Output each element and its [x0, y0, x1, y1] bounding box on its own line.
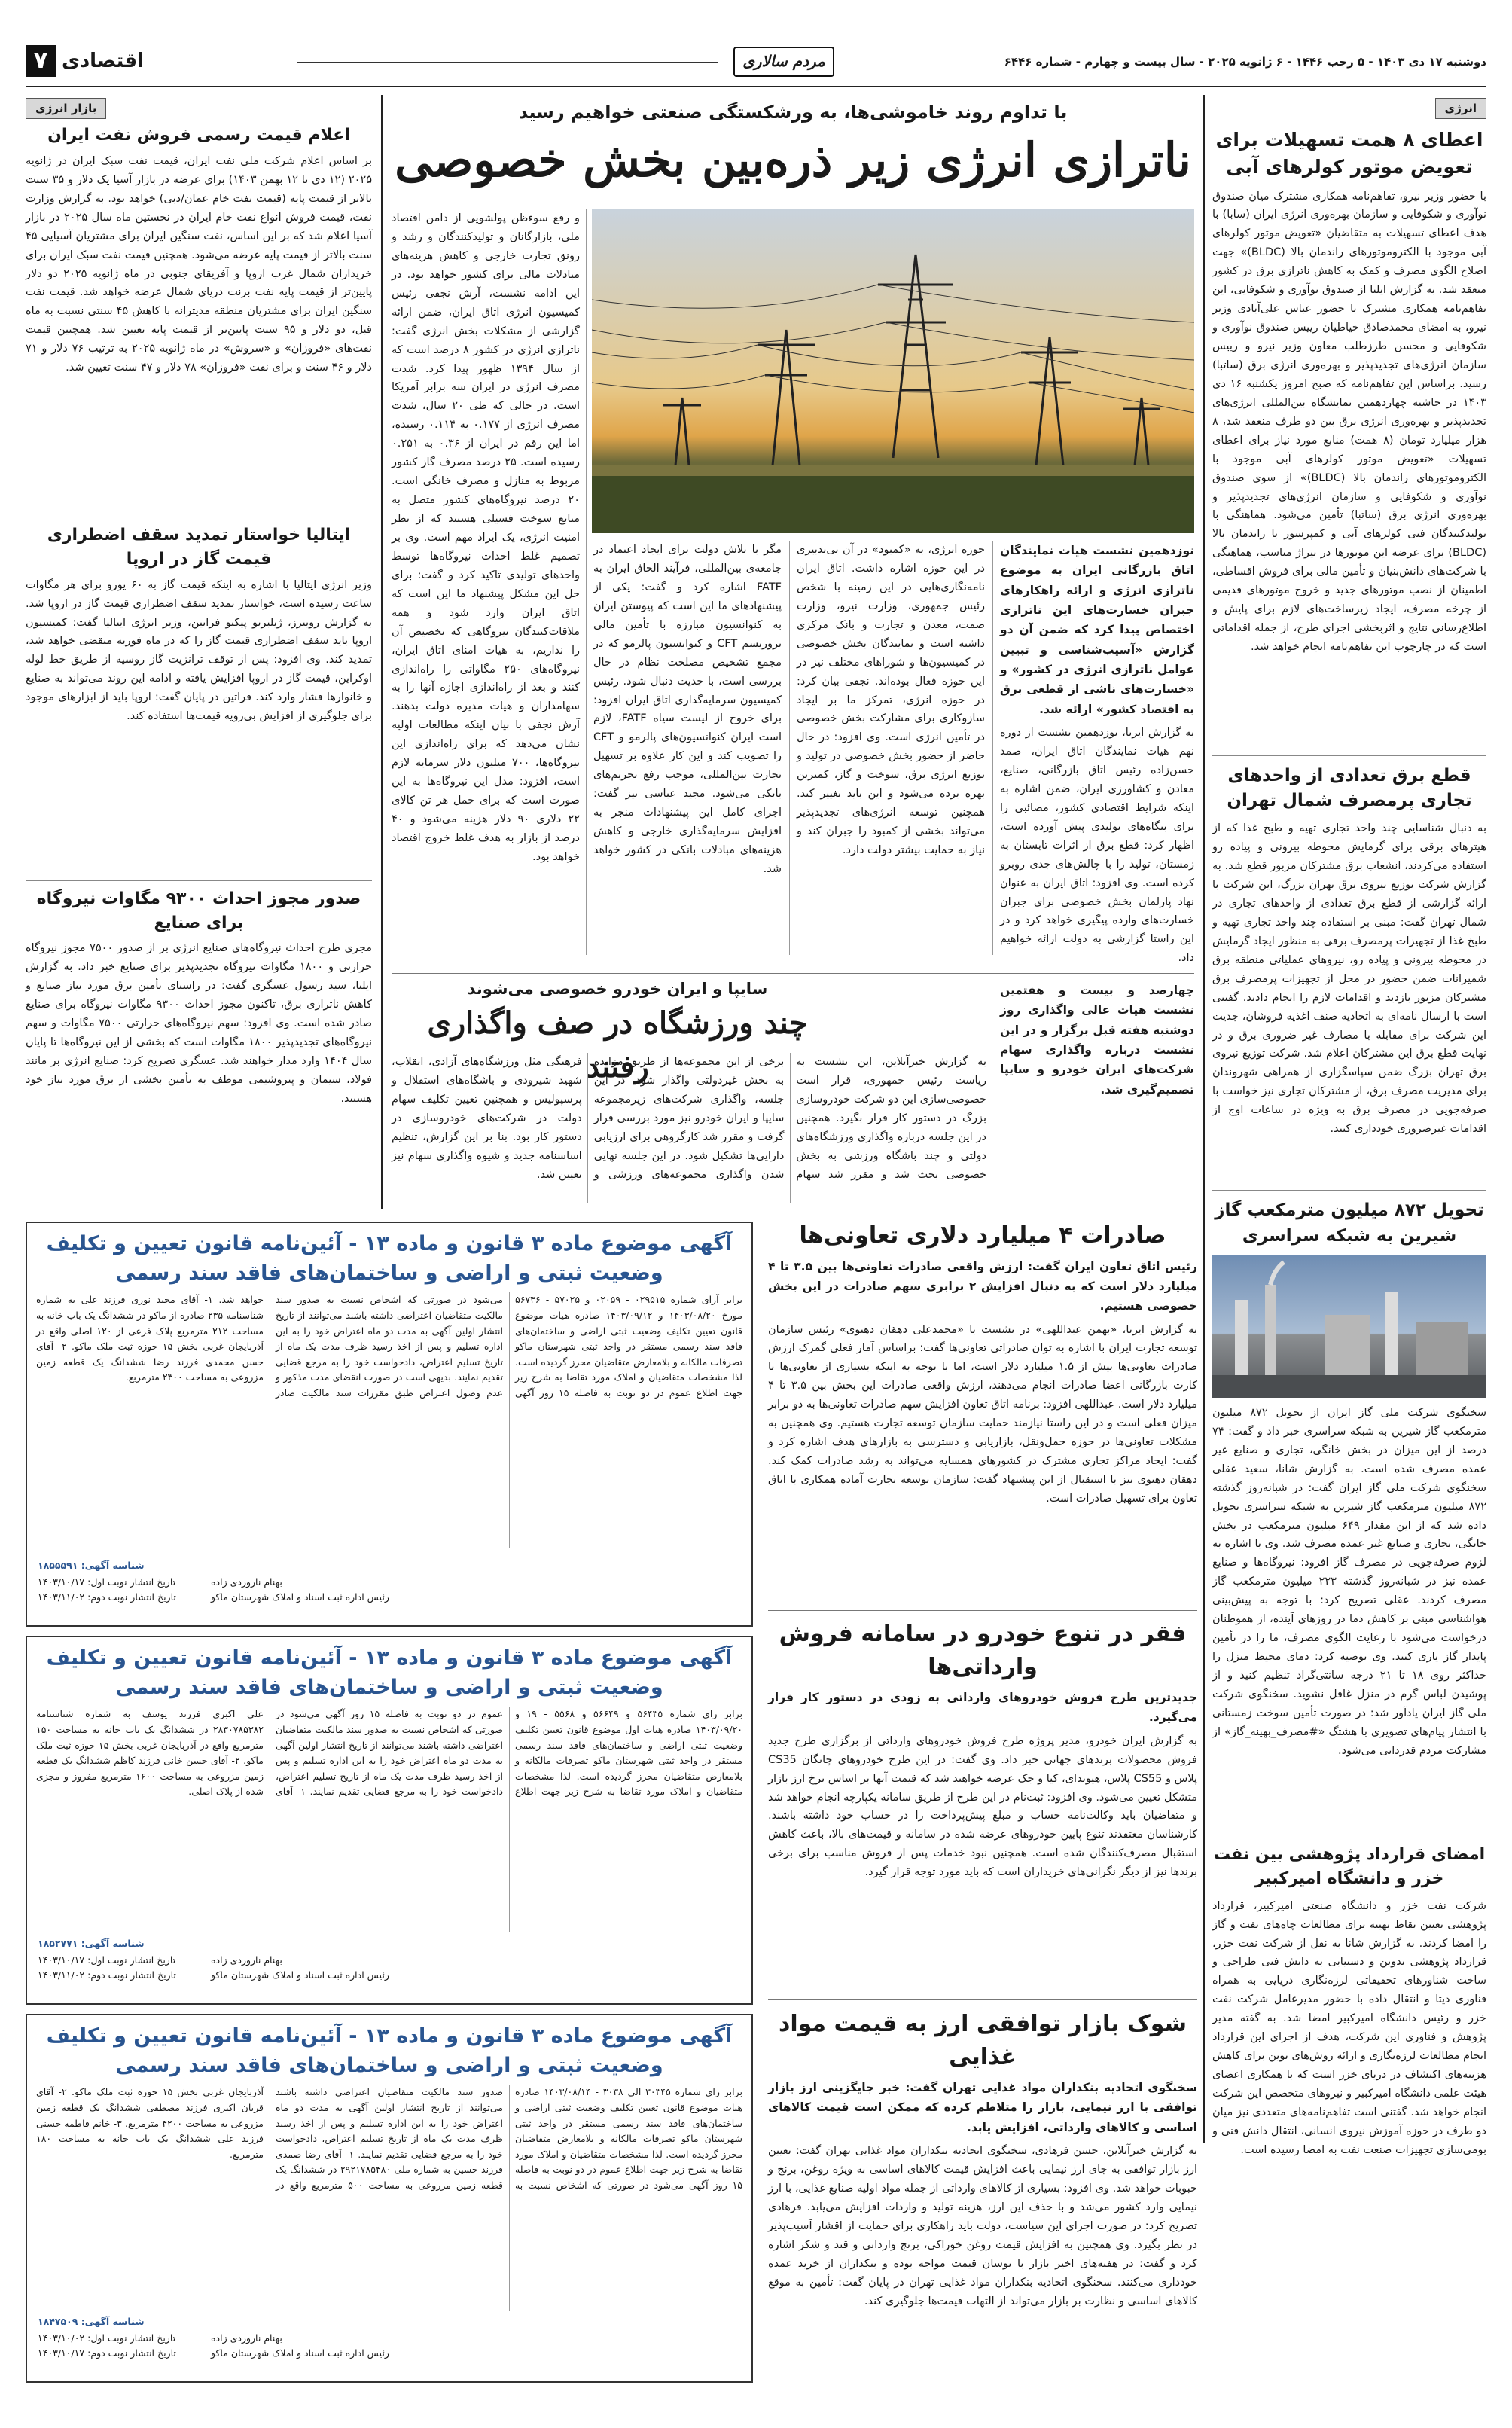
right-col-divider [1203, 95, 1205, 2143]
lead-body-main: و رفع سوءظن پولشویی از دامن اقتصاد ملی، بازارگانان و تولیدکنندگان و رشد و رونق تجارت خارجی و کاهش هزینه‌های مبادلات مالی برای کشور خواهد بود. در این ادامه نشست، آرش نجفی رئیس کمیسیون انرژی اتاق ایران، ضمن ارائه گزارشی از مشکلات بخش انرژی گفت: ناترازی انرژی در کشور ۸ درصد است که از سال ۱۳۹۴ ظهور پیدا کرد. شدت مصرف انرژی در ایران سه برابر آمریکا است. در حالی که طی ۲۰ سال، شدت مصرف انرژی از ۰.۱۷۷ به ۰.۱۱۴ رسیده، اما این رقم در ایران از ۰.۳۶ به ۰.۲۵۱ رسیده است. ۲۵ درصد مصرف گاز کشور مربوط به منازل و مصرف خانگی است. ۲۰ درصد نیروگاه‌های کشور متصل به منابع سوخت فسیلی هستند که از نظر امنیت انرژی، یک ایراد مهم است. وی بر تصمیم غلط احداث نیروگاه‌ها توسط واحدهای تولیدی تاکید کرد و گفت: برای حل این مشکل پیشنهاد ما این است که اتاق ایران وارد شود و همه ملاقات‌کنندگان نیروگاهی که تخصیص آن را نداریم، به هیات امنای اتاق ایران، نیروگاه‌های ۲۵۰ مگاواتی را راه‌اندازی کنند و بعد از راه‌اندازی اجازه آنها را به سهامداران و هیات مدیره دولت بدهند. آرش نجفی با بیان اینکه مطالعات اولیه نشان می‌دهد که برای راه‌اندازی این نیروگاه‌ها، ۷۰۰ میلیون دلار سرمایه لازم است، افزود: مدل این نیروگاه‌ها به این صورت است که برای حمل هر تن کالای ۲۲ دلاری ۹۰ دلار هزینه می‌شود و ۴۰ درصد از بازار به هدف غلط خروج اقتصاد خواهد بود. [392, 212, 581, 863]
left-column [26, 98, 372, 1209]
ad-2-id: شناسه آگهی: ۱۸۵۲۷۷۱ [38, 1938, 145, 1949]
car-import-bottom-rule [768, 1999, 1197, 2000]
car-body-end [1000, 1158, 1194, 1203]
car-headline: چند ورزشگاه در صف واگذاری رفتند [427, 1005, 808, 1084]
lead-kicker: با تداوم روند خاموشی‌ها، به ورشکستگی صنعتی خواهیم رسید [518, 102, 1068, 123]
headline-gas-delivery: تحویل ۸۷۲ میلیون مترمکعب گاز شیرین به شبکه سراسری [1212, 1190, 1486, 1249]
ad-1-date2: تاریخ انتشار نوبت دوم: ۱۴۰۳/۱۱/۰۲ [38, 1591, 176, 1603]
article-research-contract: شرکت نفت خزر و دانشگاه صنعتی امیرکبیر، قرارداد پژوهشی تعیین نقاط بهینه برای مطالعات چاه‌های نفت و گاز را امضا کردند. به گزارش شانا به نقل از شرکت نفت خزر، قرارداد پژوهشی تدوین و دستیابی به دانش فنی طراحی و ساخت شناورهای تحقیقاتی لرزه‌نگاری دریایی به همراه فناوری دیتا و انتقال داده با حضور مدیرعامل شرکت نفت خزر و رئیس دانشگاه امیرکبیر امضا شد. به گفته مدیر پژوهش و فناوری این شرکت، هدف از اجرای این قرارداد انجام مطالعات لرزه‌نگاری و ارائه روش‌های نوین برای کاهش هزینه‌های اکتشاف در دریای خزر است که با همکاری اعضای هیئت علمی دانشگاه امیرکبیر و نیروهای متخصص این شرکت انجام خواهد شد. گفتنی است تفاهم‌نامه‌های متعددی نیز میان دو طرف در حوزه آموزش نیروی انسانی، انتقال دانش فنی و بومی‌سازی تجهیزات صنعت نفت به امضا رسیده است. [1212, 1899, 1486, 2156]
car-privatization-story [392, 978, 1194, 1207]
article-power-cut: به دنبال شناسایی چند واحد تجاری تهیه و طبخ غذا که از هیترهای برقی برای گرمایش محوطه بیرونی و پیاده رو استفاده می‌کردند، انشعاب برق مشترکان مزبور قطع شد. به گزارش شرکت توزیع نیروی برق تهران بزرگ، این شرکت با ارائه گزارشی از قطع برق تعدادی از واحدهای تجاری در شمال تهران گفت: مبنی بر استفاده چند واحد تجاری تهیه و طبخ غذا از تجهیزات پرمصرف برقی به منظور ایجاد گرمایش در محوطه بیرونی و پیاده رو، نیروهای عملیاتی منطقه برق شمیرانات ضمن حضور در محل از تجهیزات پرمصرف برق مشترکان مزبور بازدید و اقدامات لازم را انجام دادند. گفتنی است با ارسال نامه‌ای به اتحادیه صنف اغذیه فروشان، جدیت این شرکت برای مقابله با مصارف غیر ضروری برق و در نهایت قطع برق این مشترکان اعلام شد. شرکت توزیع نیروی برق تهران بزرگ ضمن سپاسگزاری از همراهی شهروندان برای مدیریت مصرف برق، از مشترکان تجاری نیز خواست با صرفه‌جویی در مصرف برق به ویژه در ساعات اوج از اقدامات غیرضروری خودداری کنند. [1212, 822, 1486, 1136]
article-oil-price: بر اساس اعلام شرکت ملی نفت ایران، قیمت نفت سبک ایران در ژانویه ۲۰۲۵ (۱۲ دی تا ۱۲ بهمن ۱۴۰۳) برای عرضه در بازار آسیا یک دلار و ۳۵ سنت بالاتر از قیمت پایه (قیمت نفت خام عمان/دبی) خواهد بود. به گزارش وزارت نفت، قیمت فروش انواع نفت خام ایران در نخستین ماه سال ۲۰۲۵ در بازار آسیا اعلام شد که بر این اساس، نفت سنگین ایران برای مشتریان آسیایی ۴۵ سنت بالاتر از قیمت پایه عرضه می‌شود. همچنین قیمت نفت سبک ایران برای خریداران شمال غرب اروپا و آفریقای جنوبی در ماه ژانویه ۲۰۲۵ دو دلار پایین‌تر از قیمت پایه نفت برنت دریای شمال عرضه خواهد شد. قیمت نفت سنگین ایران برای مشتریان منطقه مدیترانه با کاهش ۴۵ سنتی نسبت به ماه قبل، دو دلار و ۹۵ سنت پایین‌تر از قیمت پایه تعیین شد. همچنین قیمت نفت‌های «فروزان» و «سروش» در ماه ژانویه ۲۰۲۵ به ترتیب ۷۶ دلار و ۷۱ دلار و ۴۶ سنت و برای نفت «فروزان» ۷۸ دلار و ۴۷ سنت تعیین شد. [26, 154, 372, 374]
ad-1-footer [38, 1559, 741, 1619]
ad-2-signer-role: رئیس اداره ثبت اسناد و املاک شهرستان ماکو [211, 1969, 389, 1981]
legal-ad-1 [26, 1222, 753, 1627]
ad-3-signer: بهنام ناروردی زاده [211, 2332, 282, 2344]
car-story-top-rule [392, 973, 1194, 974]
car-body: به گزارش خبرآنلاین، این نشست به ریاست رئیس جمهوری، قرار است خصوصی‌سازی این دو شرکت خودروسازی بزرگ در دستور کار قرار بگیرد. همچنین در این جلسه درباره واگذاری ورزشگاه‌های دولتی و چند باشگاه ورزشی به بخش خصوصی بحث شد و مقرر شد سهام برخی از این مجموعه‌ها از طریق مزایده به بخش غیردولتی واگذار شود. در این جلسه، واگذاری شرکت‌های زیرمجموعه سایپا و ایران خودرو نیز مورد بررسی قرار گرفت و مقرر شد کارگروهی برای ارزیابی دارایی‌ها تشکیل شود. در این جلسه نهایی شدن واگذاری مجموعه‌های ورزشی و فرهنگی مثل ورزشگاه‌های آزادی، انقلاب، شهید شیرودی و باشگاه‌های استقلال و پرسپولیس و همچنین تعیین تکلیف سهام دولت در شرکت‌های خودروسازی در دستور کار بود. بنا بر این گزارش، تنظیم اساسنامه جدید و شیوه واگذاری سهام نیز تعیین شد. [392, 1056, 986, 1181]
ad-1-signer: بهنام ناروردی زاده [211, 1576, 282, 1588]
left-col-divider [381, 95, 383, 1209]
masthead-rule [26, 86, 1486, 87]
masthead [26, 44, 1486, 81]
lead-body-col4: به گزارش ایرنا، نوزدهمین نشست از دوره نهم هیات نمایندگان اتاق ایران، صمد حسن‌زاده رئیس اتاق بازرگانی، صنایع، معادن و کشاورزی ایران، ضمن اشاره به اینکه شرایط اقتصادی کشور، مصائبی را برای بنگاه‌های تولیدی پیش آورده است، اظهار کرد: قطع برق از اثرات تابستان به زمستان، تولید را با چالش‌های جدی روبرو کرده است. وی افزود: اتاق ایران به عنوان نهاد پارلمان بخش خصوصی برای جبران خسارت‌های وارده پیگیری خواهد کرد و در این راستا گزارشی به دولت ارائه خواهیم داد. [1000, 727, 1194, 965]
lead-col-divider-2 [789, 541, 790, 955]
power-tower-illustration [592, 209, 1194, 533]
article-plant-permits: مجری طرح احداث نیروگاه‌های صنایع انرژی بر از صدور ۷۵۰۰ مجوز نیروگاه حرارتی و ۱۸۰۰ مگاوات نیروگاه تجدیدپذیر برای صنایع خبر داد. به گزارش ایلنا، سید رسول عسگری گفت: در راستای تأمین برق مورد نیاز صنایع و کاهش ناترازی برق، تاکنون مجوز احداث ۹۳۰۰ مگاوات نیروگاه برای صنایع صادر شده است. وی افزود: سهم نیروگاه‌های حرارتی ۷۵۰۰ مگاوات و سهم نیروگاه‌های تجدیدپذیر ۱۸۰۰ مگاوات است که بخشی از این نیروگاه‌ها تا پایان سال ۱۴۰۴ وارد مدار خواهند شد. عسگری تصریح کرد: صنایع انرژی بر مانند فولاد، سیمان و پتروشیمی موظف به تأمین بخشی از برق مورد نیاز خود هستند. [26, 942, 373, 1105]
ad-2-date1: تاریخ انتشار نوبت اول: ۱۴۰۳/۱۰/۱۷ [38, 1954, 176, 1966]
ad-3-title: آگهی موضوع ماده ۳ قانون و ماده ۱۳ - آئین‌نامه قانون تعیین و تکلیف وضعیت ثبتی و اراضی و ساختمان‌های فاقد سند رسمی [46, 2024, 733, 2078]
ad-3-footer [38, 2315, 741, 2375]
lead-photo [592, 209, 1194, 533]
headline-oil-price: اعلام قیمت رسمی فروش نفت ایران [47, 126, 350, 145]
section-name: اقتصادی [62, 50, 145, 72]
ad-2-body: برابر رای شماره ۵۶۴۳۵ و ۵۶۶۴۹ و ۵۵۶۸ - ۱۹ و ۱۴۰۳/۰۹/۲۰ صادره هیات اول موضوع قانون تعیین تکلیف وضعیت ثبتی اراضی و ساختمان‌های فاقد سند رسمی مستقر در واحد ثبتی شهرستان ماکو تصرفات مالکانه و بلامعارض متقاضیان محرز گردیده است. لذا مشخصات متقاضیان و املاک مورد تقاضا به شرح زیر جهت اطلاع عموم در دو نوبت به فاصله ۱۵ روز آگهی می‌شود در صورتی که اشخاص نسبت به صدور سند مالکیت متقاضیان اعتراضی داشته باشند می‌توانند از تاریخ انتشار اولین آگهی به مدت دو ماه اعتراض خود را به این اداره تسلیم و پس از اخذ رسید ظرف مدت یک ماه از تاریخ تسلیم اعتراض، دادخواست خود را به مرجع قضایی تقدیم نمایند. ۱- آقای علی اکبری فرزند یوسف به شماره شناسنامه ۲۸۳۰۷۸۵۳۸۲ در ششدانگ یک باب خانه به مساحت ۱۵۰ مترمربع واقع در آذربایجان غربی بخش ۱۵ حوزه ثبت ملک ماکو. ۲- آقای حسن خانی فرزند کاظم ششدانگ یک قطعه زمین مزروعی به مساحت ۱۶۰۰ مترمربع مفروز و مجزی شده از پلاک اصلی. [36, 1708, 743, 1798]
lead-body-left: مگر با تلاش دولت برای ایجاد اعتماد در جامعه‌ی بین‌المللی، فرآیند الحاق ایران به FATF اشاره کرد و گفت: یکی از پیشنهادهای ما این است که پیوستن ایران به کنوانسیون مبارزه با تأمین مالی تروریسم CFT و کنوانسیون پالرمو که در مجمع تشخیص مصلحت نظام در حال بررسی است، با جدیت دنبال شود. رئیس کمیسیون سرمایه‌گذاری اتاق ایران افزود: برای خروج از لیست سیاه FATF، لازم است ایران کنوانسیون‌های پالرمو و CFT را تصویب کند و این کار علاوه بر تسهیل تجارت بین‌المللی، موجب رفع تحریم‌های بانکی می‌شود. مجید عباسی نیز گفت: اجرای کامل این پیشنهادات منجر به افزایش سرمایه‌گذاری خارجی و کاهش هزینه‌های مبادلات بانکی در کشور خواهد شد. [593, 544, 782, 875]
food-story [768, 2003, 1197, 2387]
ad-1-signer-role: رئیس اداره ثبت اسناد و املاک شهرستان ماکو [211, 1591, 389, 1603]
lead-summary: نوزدهمین نشست هیات نمایندگان اتاق بازرگانی ایران به موضوع ناترازی انرژی و ارائه راهکارهای جبران خسارت‌های این ناترازی اختصاص پیدا کرد که ضمن آن دو گزارش «آسیب‌شناسی و تبیین عوامل ناترازی انرژی در کشور» و «خسارت‌های ناشی از قطعی برق به اقتصاد کشور» ارائه شد. [1000, 544, 1194, 716]
lead-story [392, 96, 1194, 970]
article-car-import: به گزارش ایران خودرو، مدیر پروژه طرح فروش خودروهای وارداتی از برگزاری طرح جدید فروش محصولات برندهای جهانی خبر داد. وی گفت: در این طرح خودروهای چانگان CS35 پلاس و CS55 پلاس، هیوندای، کیا و جک عرضه خواهند شد که قیمت آنها بر اساس نرخ ارز بازار متشکل تعیین می‌شود. وی افزود: ثبت‌نام در این طرح از طریق سامانه یکپارچه انجام خواهد شد و متقاضیان باید وکالت‌نامه حساب و مبلغ پیش‌پرداخت را در حساب خود داشته باشند. کارشناسان معتقدند تنوع پایین خودروهای عرضه شده در سامانه و قیمت‌های بالا، باعث کاهش استقبال مصرف‌کنندگان شده است. همچنین نبود خدمات پس از فروش مناسب برای برخی برندها نیز از دیگر نگرانی‌های خریداران است که باید مورد توجه قرار گیرد. [768, 1734, 1198, 1879]
food-lead: سخنگوی اتحادیه بنکداران مواد غذایی تهران گفت: خبر جایگزینی ارز بازار توافقی با ارز نیمایی، بازار را متلاطم کرده که ممکن است قیمت کالاهای اساسی و کالاهای وارداتی، افزایش یابد. [768, 2081, 1197, 2134]
ad-3-date1: تاریخ انتشار نوبت اول: ۱۴۰۳/۱۰/۰۲ [38, 2332, 176, 2344]
legal-ad-3 [26, 2014, 753, 2383]
headline-export: صادرات ۴ میلیارد دلاری تعاونی‌ها [799, 1222, 1166, 1249]
ad-2-signer: بهنام ناروردی زاده [211, 1954, 282, 1966]
ad-1-title: آگهی موضوع ماده ۳ قانون و ماده ۱۳ - آئین‌نامه قانون تعیین و تکلیف وضعیت ثبتی و اراضی و ساختمان‌های فاقد سند رسمی [46, 1232, 733, 1286]
headline-plant-permits: صدور مجوز احداث ۹۳۰۰ مگاوات نیروگاه برای صنایع [26, 880, 372, 935]
article-cooler-loans: با حضور وزیر نیرو، تفاهم‌نامه همکاری مشترک میان صندوق نوآوری و شکوفایی و سازمان بهره‌وری انرژی ایران (سابا) با هدف اعطای تسهیلات به متقاضیان «تعویض موتور کولرهای آبی موجود با الکتروموتورهای راندمان بالا (BLDC)» جهت اصلاح الگوی مصرف و کمک به کاهش ناترازی برق در کشور منعقد شد. به گزارش ایلنا از صندوق نوآوری و شکوفایی، این تفاهم‌نامه همکاری مشترک با حضور عباس علی‌آبادی وزیر نیرو، به امضای محمدصادق خیاطیان رییس صندوق نوآوری و شکوفایی و محسن طرزطلب معاون وزیر نیرو و رییس سازمان انرژی‌های تجدیدپذیر و بهره‌وری انرژی برق (ساتبا) رسید. براساس این تفاهم‌نامه که صبح امروز یکشنبه ۱۶ دی ۱۴۰۳ در حاشیه چهاردهمین نمایشگاه بین‌المللی انرژی‌های تجدیدپذیر و بهره‌وری انرژی برق بین دو طرف منعقد شد، ۸ هزار میلیارد تومان (۸ همت) منابع مورد نیاز برای اعطای تسهیلات «تعویض موتور کولرهای آبی موجود با الکتروموتورهای راندمان بالا (BLDC)» از سوی صندوق نوآوری و شکوفایی و سازمان انرژی‌های تجدیدپذیر و بهره‌وری انرژی برق (ساتبا) تأمین می‌شود. هماهنگی با تولیدکنندگان فنی کولرهای آبی و کمپرسور با راندمان بالا (BLDC) برای عرضه این موتورها در تیراژ مناسب، هماهنگی با شرکت‌های دانش‌بنیان و تأمین مالی برای فروش اقساطی، اطمینان از نصب موتورهای جدید و خروج موتورهای قدیمی از چرخه مصرف، ایجاد زیرساخت‌های لازم برای پایش و اطلاع‌رسانی نتایج و اثربخشی اجرای طرح، از جمله اقداماتی است که در چارچوب این تفاهم‌نامه انجام خواهد شد. [1212, 190, 1487, 653]
article-gas-delivery: سخنگوی شرکت ملی گاز ایران از تحویل ۸۷۲ میلیون مترمکعب گاز شیرین به شبکه سراسری خبر داد و گفت: ۷۴ درصد از این میزان در بخش خانگی، تجاری و صنایع غیر عمده مصرف شده است. به گزارش شانا، سعید عقلی سخنگوی شرکت ملی گاز ایران گفت: در شبانه‌روز گذشته ۸۷۲ میلیون مترمکعب گاز شیرین به شبکه سراسری تحویل داده شد که از این مقدار ۶۴۹ میلیون مترمکعب در بخش خانگی، تجاری و صنایع غیر عمده مصرف شد. وی با اشاره به لزوم صرفه‌جویی در مصرف گاز افزود: نیروگاه‌ها و صنایع عمده نیز در شبانه‌روز گذشته ۲۲۳ میلیون مترمکعب گاز مصرف کردند. عقلی تصریح کرد: با توجه به پیش‌بینی هواشناسی مبنی بر کاهش دما در روزهای آینده، از هموطنان درخواست می‌شود با رعایت الگوی مصرف، ما را در تأمین پایدار گاز یاری کنند. وی توصیه کرد: دمای محیط منزل را حداکثر روی ۱۸ تا ۲۱ درجه سانتی‌گراد تنظیم کنید و از پوشیدن لباس گرم در منزل غافل نشوید. سخنگوی شرکت ملی گاز ایران یادآور شد: در صورت تأمین سوخت زمستانی با انتشار پیام‌های تصویری با هشتگ «#مصرف_بهینه_گاز» از مشارکت مردم قدردانی می‌شود. [1212, 1406, 1486, 1757]
lead-body-col3: حوزه انرژی، به «کمبود» در آن بی‌تدبیری در این حوزه اشاره داشت. اتاق ایران نامه‌نگاری‌هایی در این زمینه با شخص رئیس جمهوری، وزارت نیرو، وزارت صمت، معدن و تجارت و بانک مرکزی داشته است و نمایندگان بخش خصوصی در کمیسیون‌ها و شوراهای مختلف نیز در این حوزه فعال بوده‌اند. نجفی بیان کرد: در حوزه انرژی، تمرکز ما بر ایجاد سازوکاری برای مشارکت بخش خصوصی در تأمین انرژی است. وی افزود: در حال حاضر از حضور بخش خصوصی در تولید و توزیع انرژی برق، سوخت و گاز، کمترین بهره برده می‌شود و این باید تغییر کند. همچنین توسعه انرژی‌های تجدیدپذیر می‌تواند بخشی از کمبود را جبران کند و نیاز به حمایت بیشتر دولت دارد. [797, 544, 985, 856]
gas-refinery-image [1212, 1255, 1486, 1398]
ad-2-footer [38, 1937, 741, 1997]
car-kicker: سایپا و ایران خودرو خصوصی می‌شوند [467, 980, 768, 998]
headline-cooler-loans: اعطای ۸ همت تسهیلات برای تعویض موتور کولرهای آبی [1215, 129, 1483, 178]
headline-power-cut: قطع برق تعدادی از واحدهای تجاری پرمصرف شمال تهران [1212, 755, 1486, 814]
masthead-line [297, 62, 718, 63]
newspaper-logo [733, 47, 834, 77]
article-export: به گزارش ایرنا، «بهمن عبداللهی» در نشست با «محمدعلی دهقان دهنوی» رئیس سازمان توسعه تجارت ایران با اشاره به توان صادراتی تعاونی‌ها گفت: براساس آمار فعلی گمرک ارزش صادرات تعاونی‌ها بیش از ۱.۵ میلیارد دلار است، اما با توجه به اینکه بسیاری از تعاونی‌ها با کارت بازرگانی اعضا صادرات انجام می‌دهند، ارزش واقعی صادرات این بخش بین ۳.۵ تا ۴ میلیارد دلار است. عبداللهی افزود: برنامه اتاق تعاون افزایش سهم صادرات تعاونی‌ها به دو برابر میزان فعلی است و در این راستا نیازمند حمایت سازمان توسعه تجارت هستیم. وی همچنین به مشکلات تعاونی‌ها در حوزه حمل‌ونقل، بازاریابی و دسترسی به بازارهای هدف اشاره کرد و گفت: ایجاد مراکز تجاری مشترک در کشورهای همسایه می‌تواند به رشد صادرات کمک کند. دهقان دهنوی نیز با استقبال از این پیشنهاد گفت: سازمان توسعه تجارت آماده همکاری با اتاق تعاون برای تسهیل صادرات است. [768, 1323, 1198, 1505]
headline-food: شوک بازار توافقی ارز به قیمت مواد غذایی [778, 2011, 1187, 2070]
ad-3-body: برابر رای شماره ۳۰۳۴۵ الی ۳۰۳۸ - ۱۴۰۳/۰۸/۱۴ صادره هیات موضوع قانون تعیین تکلیف وضعیت ثبتی اراضی و ساختمان‌های فاقد سند رسمی مستقر در واحد ثبتی شهرستان ماکو تصرفات مالکانه و بلامعارض متقاضیان محرز گردیده است. لذا مشخصات متقاضیان و املاک مورد تقاضا به شرح زیر جهت اطلاع عموم در دو نوبت به فاصله ۱۵ روز آگهی می‌شود در صورتی که اشخاص نسبت به صدور سند مالکیت متقاضیان اعتراضی داشته باشند می‌توانند از تاریخ انتشار اولین آگهی به مدت دو ماه اعتراض خود را به این اداره تسلیم و پس از اخذ رسید ظرف مدت یک ماه از تاریخ تسلیم اعتراض، دادخواست خود را به مرجع قضایی تقدیم نمایند. ۱- آقای رضا صمدی فرزند حسین به شماره ملی ۲۹۲۱۷۸۵۴۸۰ در ششدانگ یک قطعه زمین مزروعی به مساحت ۵۰۰ مترمربع واقع در آذربایجان غربی بخش ۱۵ حوزه ثبت ملک ماکو. ۲- آقای قربان اکبری فرزند مصطفی ششدانگ یک قطعه زمین مزروعی به مساحت ۴۲۰۰ مترمربع. ۳- خانم فاطمه حسنی فرزند علی ششدانگ یک باب خانه به مساحت ۱۸۰ مترمربع. [36, 2086, 742, 2192]
date-line: دوشنبه ۱۷ دی ۱۴۰۳ - ۵ رجب ۱۴۴۶ - ۶ ژانویه ۲۰۲۵ - سال بیست و چهارم - شماره ۶۴۴۶ [1004, 55, 1486, 69]
headline-italy-gas: ایتالیا خواستار تمدید سقف اضطراری قیمت گاز در اروپا [26, 517, 372, 572]
ad-2-title: آگهی موضوع ماده ۳ قانون و ماده ۱۳ - آئین‌نامه قانون تعیین و تکلیف وضعیت ثبتی و اراضی و ساختمان‌های فاقد سند رسمی [46, 1646, 733, 1700]
logo-text: مردم سالاری [742, 52, 825, 70]
headline-car-import: فقر در تنوع خودرو در سامانه فروش وارداتی‌ها [779, 1621, 1187, 1680]
ad-3-date2: تاریخ انتشار نوبت دوم: ۱۴۰۳/۱۰/۱۷ [38, 2347, 176, 2359]
ad-1-body: برابر آرای شماره ۰۲۹۵۱۵ - ۰۲۰۵۹ و ۵۷۰۲۵ - ۵۶۷۳۶ مورخ ۱۴۰۳/۰۸/۲۰ و ۱۴۰۳/۰۹/۱۲ صادره هیات موضوع قانون تعیین تکلیف وضعیت ثبتی اراضی و ساختمان‌های فاقد سند رسمی مستقر در واحد ثبتی شهرستان ماکو تصرفات مالکانه و بلامعارض متقاضیان محرز گردیده است. لذا مشخصات متقاضیان و املاک مورد تقاضا به شرح زیر جهت اطلاع عموم در دو نوبت به فاصله ۱۵ روز آگهی می‌شود در صورتی که اشخاص نسبت به صدور سند مالکیت متقاضیان اعتراضی داشته باشند می‌توانند از تاریخ انتشار اولین آگهی به مدت دو ماه اعتراض خود را به این اداره تسلیم و پس از اخذ رسید ظرف مدت یک ماه از تاریخ تسلیم اعتراض، دادخواست خود را به مرجع قضایی تقدیم نمایند. بدیهی است در صورت انقضای مدت مذکور و عدم وصول اعتراض طبق مقررات سند مالکیت صادر خواهد شد. ۱- آقای مجید نوری فرزند علی به شماره شناسنامه ۲۳۵ صادره از ماکو در ششدانگ یک باب خانه به مساحت ۲۱۲ مترمربع پلاک فرعی از ۱۲۰ اصلی واقع در آذربایجان غربی بخش ۱۵ حوزه ثبت ملک ماکو. ۲- آقای حسن محمدی فرزند رضا ششدانگ یک قطعه زمین مزروعی به مساحت ۲۳۰۰ مترمربع. [36, 1294, 742, 1399]
lead-col4 [1000, 541, 1194, 965]
car-import-story [768, 1613, 1197, 1997]
legal-ad-2 [26, 1636, 753, 2005]
page-number: ۷ [26, 45, 56, 77]
car-import-lead: جدیدترین طرح فروش خودروهای وارداتی به زودی در دستور کار قرار می‌گیرد. [768, 1691, 1197, 1725]
article-italy-gas: وزیر انرژی ایتالیا با اشاره به اینکه قیمت گاز به ۶۰ یورو برای هر مگاوات ساعت رسیده است، خواستار تمدید سقف اضطراری قیمت گاز در اروپا شد. به گزارش رویترز، ژیلبرتو پیکتو فراتین، وزیر انرژی ایتالیا گفت: کمیسیون اروپا باید سقف اضطراری قیمت گاز را که در ماه فوریه منقضی خواهد شد، تمدید کند. وی افزود: پس از توقف ترانزیت گاز روسیه از طریق خط لوله اوکراین، قیمت گاز در اروپا افزایش یافته و ادامه این روند می‌تواند به صنایع و خانوارها فشار وارد کند. فراتین در پایان گفت: اروپا باید از ابزارهای موجود برای جلوگیری از افزایش بی‌رویه قیمت‌ها استفاده کند. [26, 578, 372, 723]
headline-research-contract: امضای قرارداد پژوهشی بین نفت خزر و دانشگاه امیرکبیر [1212, 1835, 1486, 1891]
car-lead: چهارصد و بیست و هفتمین نشست هیات عالی واگذاری روز دوشنبه هفته قبل برگزار و در این نشست درباره واگذاری سهام شرکت‌های ایران خودرو و سایپا تصمیم‌گیری شد. [1000, 984, 1194, 1097]
ad-2-date2: تاریخ انتشار نوبت دوم: ۱۴۰۳/۱۱/۰۲ [38, 1969, 176, 1981]
ad-3-id: شناسه آگهی: ۱۸۴۷۵۰۹ [38, 2316, 145, 2327]
lead-headline: ناترازی انرژی زیر ذره‌بین بخش خصوصی [395, 132, 1191, 188]
export-story [768, 1216, 1197, 1608]
ad-1-id: شناسه آگهی: ۱۸۵۵۵۹۱ [38, 1560, 145, 1571]
section-tag-energy: انرژی [1212, 98, 1486, 119]
ad-3-signer-role: رئیس اداره ثبت اسناد و املاک شهرستان ماکو [211, 2347, 389, 2359]
lead-col-divider [586, 209, 587, 955]
article-food: به گزارش خبرآنلاین، حسن فرهادی، سخنگوی اتحادیه بنکداران مواد غذایی تهران گفت: تعیین ارز بازار توافقی به جای ارز نیمایی باعث افزایش قیمت کالاهای اساسی به ویژه روغن، برنج و حبوبات خواهد شد. وی افزود: بسیاری از کالاهای وارداتی از جمله مواد اولیه صنایع غذایی، با ارز نیمایی وارد کشور می‌شد و با حذف این ارز، هزینه تولید و واردات افزایش می‌یابد. فرهادی تصریح کرد: در صورت اجرای این سیاست، دولت باید راهکاری برای حمایت از اقشار آسیب‌پذیر در نظر بگیرد. وی همچنین به افزایش قیمت روغن خوراکی، برنج وارداتی و قند و شکر اشاره کرد و گفت: در هفته‌های اخیر بازار با نوسان قیمت مواجه بوده و بنکداران از خرید عمده خودداری می‌کنند. سخنگوی اتحادیه بنکداران مواد غذایی تهران در پایان گفت: تأمین به موقع کالاهای اساسی و نظارت بر بازار می‌تواند از التهاب قیمت‌ها جلوگیری کند. [768, 2145, 1197, 2308]
ad-1-date1: تاریخ انتشار نوبت اول: ۱۴۰۳/۱۰/۱۷ [38, 1576, 176, 1588]
export-bottom-rule [768, 1610, 1197, 1611]
refinery-illustration [1212, 1255, 1486, 1398]
export-lead: رئیس اتاق تعاون ایران گفت: ارزش واقعی صادرات تعاونی‌ها بین ۳.۵ تا ۴ میلیارد دلار است که به دنبال افزایش ۲ برابری سهم صادرات در این بخش خصوصی هستیم. [768, 1259, 1198, 1313]
section-tag-market: بازار انرژی [26, 98, 372, 119]
lead-col-divider-3 [992, 541, 993, 955]
section-label [26, 45, 161, 77]
right-column [1212, 98, 1486, 2387]
